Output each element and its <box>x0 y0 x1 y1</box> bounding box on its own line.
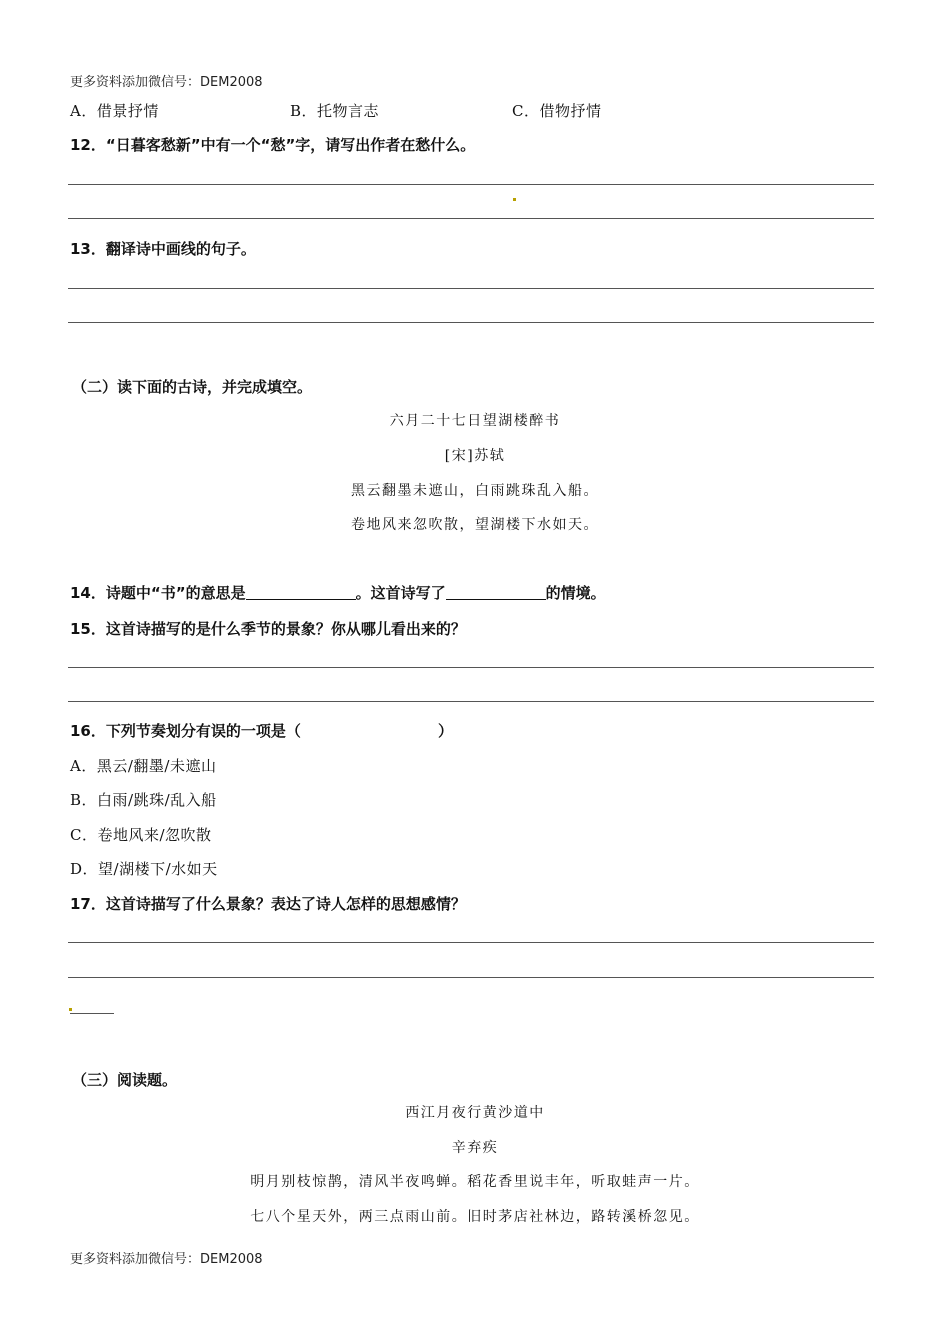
q16-option-a: A．黑云/翻墨/未遮山 <box>70 757 217 775</box>
answer-line <box>68 667 874 668</box>
answer-line <box>68 288 874 289</box>
q14-part1: 14．诗题中“书”的意思是 <box>70 584 246 602</box>
q14-part2: 。这首诗写了 <box>355 584 446 602</box>
header-note: 更多资料添加微信号：DEM2008 <box>70 75 263 90</box>
q14-blank-1[interactable] <box>246 585 356 600</box>
section2-poem-line-1: 黑云翻墨未遮山，白雨跳珠乱入船。 <box>351 483 599 499</box>
section3-heading: （三）阅读题。 <box>72 1071 178 1089</box>
answer-line <box>68 701 874 702</box>
answer-line <box>68 322 874 323</box>
q16-option-b: B．白雨/跳珠/乱入船 <box>70 791 217 809</box>
section3-poem-author: 辛弃疾 <box>451 1140 499 1156</box>
answer-line <box>68 977 874 978</box>
q11-option-c: C．借物抒情 <box>512 102 602 120</box>
q12-question: 12．“日暮客愁新”中有一个“愁”字，请写出作者在愁什么。 <box>70 136 476 154</box>
q16-question: 16．下列节奏划分有误的一项是（ <box>70 722 301 740</box>
q16-option-c: C．卷地风来/忽吹散 <box>70 826 212 844</box>
section2-poem-title: 六月二十七日望湖楼醉书 <box>389 413 561 429</box>
q16-option-d: D．望/湖楼下/水如天 <box>70 860 218 878</box>
q17-question: 17．这首诗描写了什么景象？表达了诗人怎样的思想感情？ <box>70 895 466 913</box>
answer-line <box>68 942 874 943</box>
q14-blank-2[interactable] <box>446 585 546 600</box>
answer-line <box>68 184 874 185</box>
q11-option-b: B．托物言志 <box>290 102 380 120</box>
section2-poem-author: [宋]苏轼 <box>444 448 506 464</box>
short-rule <box>70 1013 114 1014</box>
section2-poem-line-2: 卷地风来忽吹散，望湖楼下水如天。 <box>351 517 599 533</box>
q16-close-paren: ） <box>438 722 454 740</box>
section3-poem-title: 西江月夜行黄沙道中 <box>405 1105 545 1121</box>
section2-heading: （二）读下面的古诗，并完成填空。 <box>72 378 313 396</box>
decor-dot <box>69 1008 72 1011</box>
answer-line <box>68 218 874 219</box>
q15-question: 15．这首诗描写的是什么季节的景象？你从哪儿看出来的？ <box>70 620 466 638</box>
section3-poem-line-1: 明月别枝惊鹊，清风半夜鸣蝉。稻花香里说丰年，听取蛙声一片。 <box>250 1174 700 1190</box>
q11-option-a: A．借景抒情 <box>70 102 159 120</box>
footer-note: 更多资料添加微信号：DEM2008 <box>70 1252 263 1267</box>
q13-question: 13．翻译诗中画线的句子。 <box>70 240 256 258</box>
decor-dot <box>513 198 516 201</box>
q14-question <box>70 582 606 603</box>
q14-part3: 的情境。 <box>545 584 606 602</box>
section3-poem-line-2: 七八个星天外，两三点雨山前。旧时茅店社林边，路转溪桥忽见。 <box>250 1209 700 1225</box>
